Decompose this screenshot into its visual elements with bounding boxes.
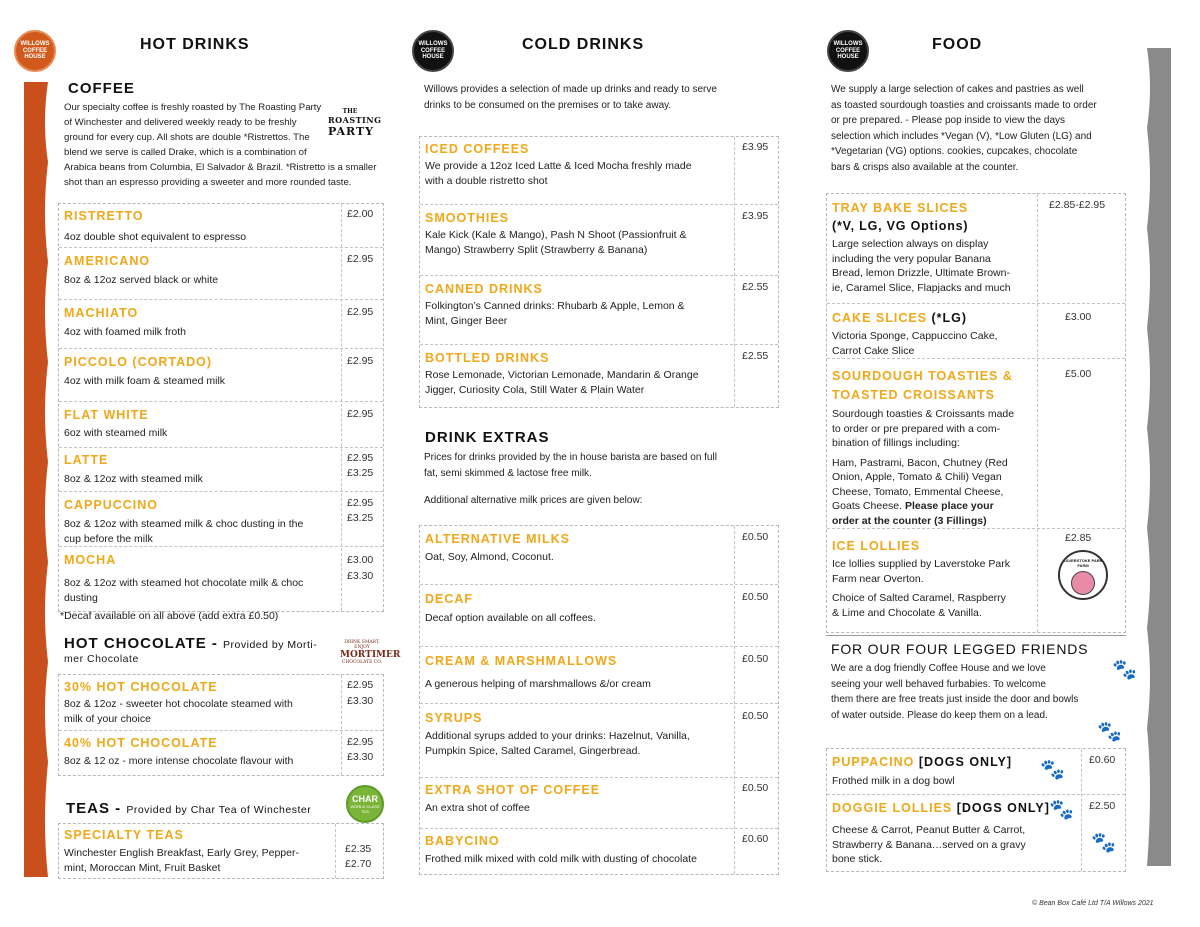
desc-line: Victoria Sponge, Cappuccino Cake,	[832, 330, 998, 342]
menu-row	[59, 402, 383, 448]
desc-line: Cheese, Tomato, Emmental Cheese,	[832, 485, 1004, 498]
willows-logo-icon	[827, 30, 869, 72]
menu-row	[827, 194, 1125, 304]
menu-row	[59, 349, 383, 402]
desc-line: to order or pre prepared with a com-	[832, 422, 1001, 435]
desc-line: dusting	[64, 591, 98, 604]
item-name: CANNED DRINKS	[425, 282, 543, 296]
logo-text: CHAR	[352, 794, 378, 804]
item-price: £0.50	[742, 653, 769, 665]
cold-drinks-title: COLD DRINKS	[522, 36, 645, 53]
logo-text: THE	[342, 108, 358, 115]
intro-line: Our specialty coffee is freshly roasted by The Roasting Party	[64, 102, 322, 113]
logo-text: WILLOWS COFFEE HOUSE	[418, 41, 448, 61]
decaf-note: *Decaf available on all above (add extra £0.50)	[60, 610, 279, 622]
desc-line: milk of your choice	[64, 712, 151, 725]
desc-line: including the very popular Banana	[832, 252, 991, 265]
item-price: £0.50	[742, 710, 769, 722]
food-intro	[831, 82, 1136, 175]
item-desc	[832, 407, 1036, 528]
menu-row	[59, 492, 383, 547]
desc-line: Strawberry & Banana…served on a gravy	[832, 838, 1026, 851]
item-name-group	[832, 801, 1050, 815]
item-price: £2.85	[1065, 532, 1092, 544]
title-text: TEAS -	[66, 800, 127, 817]
item-desc	[832, 823, 1047, 867]
item-desc: 4oz with milk foam & steamed milk	[64, 375, 226, 387]
item-name: 30% HOT CHOCOLATE	[64, 680, 218, 694]
intro-line: Willows provides a selection of made up drinks and ready to serve	[424, 84, 717, 95]
item-price: £2.55	[742, 281, 769, 293]
item-name: ICED COFFEES	[425, 142, 530, 156]
menu-row	[59, 448, 383, 492]
desc-line: Bread, lemon Drizzle, Ultimate Brown-	[832, 267, 1010, 279]
item-desc	[425, 729, 730, 758]
item-name: ICE LOLLIES	[832, 539, 921, 553]
item-price: £5.00	[1065, 368, 1092, 380]
menu-row	[827, 795, 1125, 873]
menu-row	[420, 778, 778, 829]
menu-row	[420, 276, 778, 345]
logo-text: WILLOWS COFFEE HOUSE	[833, 41, 863, 61]
desc-line: Ice lollies supplied by Laverstoke Park	[832, 558, 1011, 570]
logo-text: LAVERSTOKE PARK FARM	[1063, 558, 1103, 568]
item-price: £0.50	[742, 782, 769, 794]
item-name: BOTTLED DRINKS	[425, 351, 550, 365]
coffee-title: COFFEE	[68, 80, 135, 97]
title-sub: Provided by Morti-	[223, 639, 318, 651]
intro-line: of water outside. Please do keep them on a lead.	[831, 709, 1048, 721]
item-price: £2.95	[347, 306, 374, 318]
item-price: £3.95	[742, 141, 769, 153]
item-name: CAPPUCCINO	[64, 498, 159, 512]
menu-row	[827, 359, 1125, 529]
desc-line: 8oz & 12oz - sweeter hot chocolate steamed with	[64, 698, 293, 710]
menu-row	[59, 300, 383, 349]
item-price: £3.00	[1065, 311, 1092, 323]
menu-row	[827, 529, 1125, 634]
logo-text: WILLOWS COFFEE HOUSE	[20, 41, 50, 61]
item-desc	[64, 846, 334, 875]
desc-line: Kale Kick (Kale & Mango), Pash N Shoot (Passionfruit &	[425, 229, 687, 241]
item-name: DOGGIE LOLLIES	[832, 801, 957, 815]
item-name: LATTE	[64, 453, 109, 467]
item-desc: 6oz with steamed milk	[64, 427, 168, 439]
title-text: HOT CHOCOLATE -	[64, 635, 224, 652]
item-options: (*LG)	[931, 311, 968, 325]
logo-text: DRINK SMART, ENJOY	[344, 640, 380, 650]
paw-icon: 🐾	[1049, 799, 1074, 821]
menu-row	[59, 248, 383, 300]
item-price: £2.35	[345, 843, 372, 855]
desc-line	[832, 499, 1036, 514]
intro-line: bars & crisps also available at the counter.	[831, 161, 1019, 173]
item-desc: 8oz & 12 oz - more intense chocolate flavour with	[64, 755, 294, 767]
title-sub: Provided by Char Tea of Winchester	[126, 804, 312, 816]
intro-line: blend we serve is called Drake, which is a combination of	[64, 147, 307, 158]
intro-line: as toasted sourdough toasties and croissants made to order	[831, 99, 1097, 111]
cold-drinks-box	[419, 136, 779, 408]
item-desc	[832, 329, 1036, 358]
item-name: MOCHA	[64, 553, 117, 567]
cold-drinks-intro	[424, 82, 784, 113]
desc-line: with a double ristretto shot	[425, 174, 548, 187]
desc-line: We provide a 12oz Iced Latte & Iced Mocha freshly made	[425, 160, 692, 172]
paw-icon: 🐾	[1091, 832, 1116, 854]
item-desc: Frothed milk mixed with cold milk with dusting of chocolate	[425, 853, 697, 865]
paw-icon: 🐾	[1097, 721, 1122, 743]
item-price: £3.25	[347, 467, 374, 479]
desc-line: 8oz & 12oz with steamed hot chocolate milk & choc	[64, 577, 304, 589]
item-price: £2.70	[345, 858, 372, 870]
desc-line: Sourdough toasties & Croissants made	[832, 408, 1015, 420]
hot-drinks-title: HOT DRINKS	[140, 36, 250, 53]
intro-line: fat, semi skimmed & lactose free milk.	[424, 467, 592, 479]
item-desc: 4oz with foamed milk froth	[64, 326, 186, 338]
desc-line: Rose Lemonade, Victorian Lemonade, Mandarin & Orange	[425, 369, 699, 381]
item-name: TOASTED CROISSANTS	[832, 388, 995, 402]
item-name: CAKE SLICES	[832, 311, 932, 325]
intro-line: shot than an espresso providing a sweeter and more rounded taste.	[64, 177, 352, 188]
menu-row	[420, 829, 778, 876]
item-desc: 4oz double shot equivalent to espresso	[64, 231, 247, 243]
desc-line: Pumpkin Spice, Salted Caramel, Gingerbread.	[425, 744, 641, 757]
desc-line: Mint, Ginger Beer	[425, 314, 508, 327]
desc-line: Additional syrups added to your drinks: Hazelnut, Vanilla,	[425, 730, 690, 742]
item-price: £0.60	[1089, 754, 1116, 766]
item-price: £2.95	[347, 679, 374, 691]
menu-row	[59, 204, 383, 248]
intro-line: them there are free treats just inside the door and bowls	[831, 694, 1079, 705]
desc-line: bination of fillings including:	[832, 437, 960, 449]
face-icon	[1071, 571, 1095, 595]
menu-row	[420, 345, 778, 409]
item-name-group	[832, 755, 1012, 769]
item-name: FLAT WHITE	[64, 408, 149, 422]
item-desc	[425, 228, 730, 257]
intro-line: or pre prepared. - Please pop inside to view the days	[831, 115, 1066, 126]
desc-line: Farm near Overton.	[832, 572, 924, 585]
item-desc: A generous helping of marshmallows &/or cream	[425, 678, 651, 690]
desc-text-bold: Please place your	[904, 500, 994, 512]
item-desc	[832, 557, 1036, 620]
item-price: £0.50	[742, 531, 769, 543]
item-name: TRAY BAKE SLICES	[832, 201, 969, 215]
coffee-intro	[64, 100, 377, 190]
item-name: 40% HOT CHOCOLATE	[64, 736, 218, 750]
menu-row	[827, 304, 1125, 359]
item-price: £2.95	[347, 355, 374, 367]
item-price: £2.95	[347, 452, 374, 464]
item-price: £0.50	[742, 591, 769, 603]
intro-line: drinks to be consumed on the premises or to take away.	[424, 99, 672, 111]
drink-extras-box	[419, 525, 779, 875]
desc-line: mint, Moroccan Mint, Fruit Basket	[64, 861, 221, 874]
menu-row	[59, 731, 383, 777]
item-price: £3.25	[347, 512, 374, 524]
coffee-menu-box	[58, 203, 384, 612]
menu-row	[59, 675, 383, 731]
item-name: AMERICANO	[64, 254, 151, 268]
item-name: DECAF	[425, 592, 474, 606]
hot-chocolate-box	[58, 674, 384, 776]
desc-line: Onion, Apple, Tomato & Chili) Vegan	[832, 471, 1002, 483]
menu-row	[420, 647, 778, 704]
drink-extras-intro	[424, 450, 784, 509]
menu-row	[420, 526, 778, 585]
item-price: £2.95	[347, 497, 374, 509]
paw-icon: 🐾	[1040, 759, 1065, 781]
desc-line: Jigger, Curiosity Cola, Still Water & Plain Water	[425, 383, 645, 396]
logo-text: PARTY	[328, 125, 374, 138]
intro-line: Prices for drinks provided by the in house barista are based on full	[424, 452, 717, 463]
desc-line: Winchester English Breakfast, Early Grey, Pepper-	[64, 847, 299, 859]
footer-copyright: © Bean Box Café Ltd T/A Willows 2021	[1032, 900, 1154, 907]
desc-line: order at the counter (3 Fillings)	[832, 514, 987, 527]
item-desc	[425, 299, 730, 328]
paw-icon: 🐾	[1112, 659, 1137, 681]
desc-line: & Lime and Chocolate & Vanilla.	[832, 606, 982, 619]
item-desc	[425, 159, 730, 188]
menu-row	[420, 205, 778, 276]
item-price: £2.95	[347, 408, 374, 420]
item-name: PUPPACINO	[832, 755, 919, 769]
intro-line: Arabica beans from Columbia, El Salvador & Brazil. *Ristretto is a smaller	[64, 162, 377, 173]
item-price: £2.50	[1089, 800, 1116, 812]
intro-line: *Vegetarian (VG) options. cookies, cupcakes, chocolate	[831, 146, 1078, 157]
mortimer-logo	[340, 640, 401, 665]
logo-text: MORTIMER	[340, 650, 401, 660]
grey-wavy-bar	[1145, 48, 1173, 866]
hot-chocolate-sub: mer Chocolate	[64, 653, 139, 665]
item-desc	[64, 517, 339, 546]
item-price: £3.30	[347, 695, 374, 707]
desc-line: Cheese & Carrot, Peanut Butter & Carrot,	[832, 824, 1026, 836]
logo-text: CHOCOLATE CO.	[341, 660, 383, 665]
item-price: £2.95	[347, 253, 374, 265]
teas-title	[66, 800, 311, 817]
item-desc: 8oz & 12oz served black or white	[64, 274, 219, 286]
item-name: SOURDOUGH TOASTIES &	[832, 369, 1013, 383]
item-tag: [DOGS ONLY]	[956, 801, 1050, 815]
willows-logo-icon	[412, 30, 454, 72]
item-price: £3.30	[347, 751, 374, 763]
orange-wavy-bar	[22, 82, 50, 877]
teas-box	[58, 823, 384, 879]
item-desc	[832, 237, 1036, 295]
item-desc: An extra shot of coffee	[425, 802, 530, 814]
item-desc: 8oz & 12oz with steamed milk	[64, 473, 203, 485]
logo-text: ROASTING	[328, 115, 382, 125]
food-title: FOOD	[932, 36, 983, 53]
hot-chocolate-title	[64, 635, 334, 654]
item-name: SYRUPS	[425, 711, 483, 725]
item-name: CREAM & MARSHMALLOWS	[425, 654, 618, 668]
desc-line: Mango) Strawberry Split (Strawberry & Banana)	[425, 243, 648, 256]
item-desc	[425, 368, 730, 397]
item-name: PICCOLO (CORTADO)	[64, 355, 213, 369]
item-tag: [DOGS ONLY]	[918, 755, 1013, 769]
intro-line: selection which includes *Vegan (V), *Low Gluten (LG) and	[831, 130, 1092, 142]
item-name: EXTRA SHOT OF COFFEE	[425, 783, 601, 797]
item-name: RISTRETTO	[64, 209, 144, 223]
desc-line: 8oz & 12oz with steamed milk & choc dusting in the	[64, 518, 304, 530]
item-name: MACHIATO	[64, 306, 139, 320]
intro-line: We are a dog friendly Coffee House and we love	[831, 663, 1046, 674]
desc-line: bone stick.	[832, 853, 883, 865]
item-name: ALTERNATIVE MILKS	[425, 532, 571, 546]
food-box	[826, 193, 1126, 633]
item-price: £2.95	[347, 736, 374, 748]
item-desc: Frothed milk in a dog bowl	[832, 775, 955, 787]
item-desc	[64, 576, 339, 605]
dogs-box	[826, 748, 1126, 872]
intro-line: of Winchester and delivered weekly ready to be freshly	[64, 117, 297, 128]
desc-line: ie, Caramel Slice, Flapjacks and much	[832, 281, 1011, 294]
dogs-intro	[831, 661, 1131, 723]
item-desc: Oat, Soy, Almond, Coconut.	[425, 551, 554, 563]
logo-text: WORLD CLASS TEA	[350, 804, 380, 814]
item-name-group	[832, 311, 967, 325]
item-price: £0.60	[742, 833, 769, 845]
desc-line: Choice of Salted Caramel, Raspberry	[832, 592, 1006, 604]
item-name: BABYCINO	[425, 834, 500, 848]
desc-line: Large selection always on display	[832, 238, 989, 250]
roasting-party-logo	[328, 108, 382, 138]
item-price: £3.30	[347, 570, 374, 582]
desc-line: Ham, Pastrami, Bacon, Chutney (Red	[832, 456, 1008, 469]
item-options: (*V, LG, VG Options)	[832, 219, 969, 233]
char-tea-logo	[346, 785, 384, 823]
intro-line: seeing your well behaved furbabies. To welcome	[831, 678, 1046, 690]
laverstoke-logo	[1058, 550, 1108, 600]
menu-row	[827, 749, 1125, 795]
item-desc: Decaf option available on all coffees.	[425, 612, 596, 624]
menu-row	[420, 137, 778, 205]
menu-row	[420, 704, 778, 778]
item-price: £2.85-£2.95	[1049, 199, 1106, 211]
item-name: SPECIALTY TEAS	[64, 828, 184, 842]
dogs-title: FOR OUR FOUR LEGGED FRIENDS	[831, 641, 1089, 657]
willows-logo-icon	[14, 30, 56, 72]
drink-extras-title: DRINK EXTRAS	[425, 429, 550, 446]
item-price: £2.55	[742, 350, 769, 362]
item-price: £3.00	[347, 554, 374, 566]
intro-line: Additional alternative milk prices are given below:	[424, 495, 643, 506]
intro-line: ground for every cup. All shots are double *Ristrettos. The	[64, 132, 310, 143]
divider	[826, 635, 1126, 636]
desc-line: Carrot Cake Slice	[832, 344, 915, 357]
desc-line: Folkington’s Canned drinks: Rhubarb & Apple, Lemon &	[425, 300, 685, 312]
item-price: £3.95	[742, 210, 769, 222]
menu-row	[59, 824, 383, 880]
menu-row	[59, 547, 383, 613]
item-desc	[64, 697, 339, 726]
intro-line: We supply a large selection of cakes and pastries as well	[831, 84, 1084, 95]
item-name: SMOOTHIES	[425, 211, 510, 225]
menu-row	[420, 585, 778, 647]
desc-line: cup before the milk	[64, 532, 153, 545]
item-price: £2.00	[347, 208, 374, 220]
desc-text: Goats Cheese.	[832, 500, 905, 512]
